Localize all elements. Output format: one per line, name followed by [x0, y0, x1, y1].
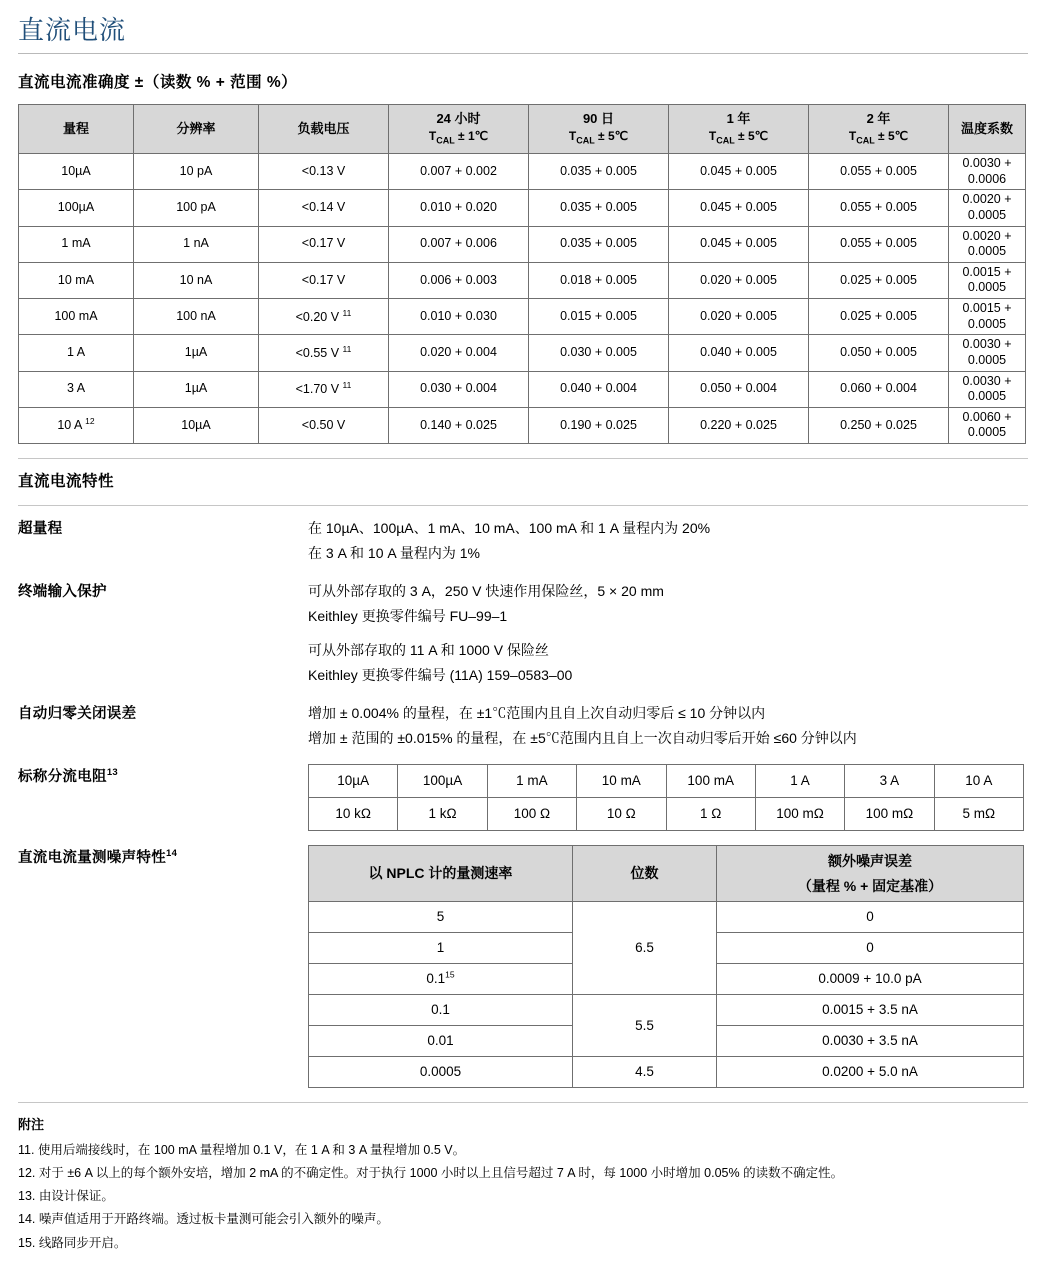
table-row [19, 299, 1026, 335]
cell-range: 3 A [19, 371, 134, 407]
cell-rate: 5 [309, 902, 573, 933]
characteristic-value [308, 845, 1028, 1088]
shunt-label-text: 标称分流电阻 [18, 769, 107, 785]
cell-range: 100 mA [19, 299, 134, 335]
cell-range: 1 mA [487, 765, 576, 798]
cell-1y: 0.020 + 0.005 [669, 262, 809, 298]
table-row [19, 154, 1026, 190]
cell-range: 10 A $^{12}$ [19, 407, 134, 443]
cell-90d: 0.190 + 0.025 [529, 407, 669, 443]
table-row [19, 407, 1026, 443]
table-row [309, 902, 1024, 933]
text-line: Keithley 更换零件编号 FU–99–1 [308, 607, 508, 624]
col-resolution: 分辨率 [134, 105, 259, 154]
cell-range: 100µA [19, 190, 134, 226]
characteristic-value [308, 764, 1028, 831]
table-row [19, 190, 1026, 226]
cell-rate: 0.1 [309, 995, 573, 1026]
table-header-row [19, 105, 1026, 154]
cell-24h: 0.007 + 0.006 [389, 226, 529, 262]
dc-current-noise-table [308, 845, 1024, 1088]
note-item: 12. 对于 ±6 A 以上的每个额外安培，增加 2 mA 的不确定性。对于执行 1000 小时以上且信号超过 7 A 时，每 1000 小时增加 0.05% 的读数不确定性。 [18, 1166, 844, 1181]
col-90day: 90 日 $T_{CAL}$ ± 5℃ [529, 105, 669, 154]
col-measurement-rate: 以 NPLC 计的量测速率 [309, 846, 573, 902]
cell-90d: 0.035 + 0.005 [529, 226, 669, 262]
characteristic-label: 超量程 [18, 521, 63, 537]
cell-range: 100µA [398, 765, 487, 798]
col-additional-noise-error [717, 846, 1024, 902]
cell-value: 10 kΩ [309, 798, 398, 831]
noise-label-footnote: 14 [166, 848, 178, 860]
cell-tempco: 0.0030 + 0.0006 [949, 154, 1026, 190]
cell-noise: 0.0030 + 3.5 nA [717, 1026, 1024, 1057]
footnotes [18, 1113, 1028, 1255]
noise-table-body [309, 902, 1024, 1088]
shunt-resistance-table [308, 764, 1024, 831]
table-header-row [309, 846, 1024, 902]
cell-burden: <0.13 V [259, 154, 389, 190]
characteristic-value [308, 701, 1028, 750]
dc-current-accuracy-table [18, 104, 1026, 444]
text-line: 增加 ± 0.004% 的量程，在 ±1℃范围内且自上次自动归零后 ≤ 10 分钟以内 [308, 705, 766, 721]
table-row [19, 335, 1026, 371]
cell-range: 10 mA [19, 262, 134, 298]
cell-resolution: 10 pA [134, 154, 259, 190]
table-row [309, 995, 1024, 1026]
cell-tempco: 0.0015 + 0.0005 [949, 299, 1026, 335]
cell-24h: 0.010 + 0.020 [389, 190, 529, 226]
cell-digits: 5.5 [573, 995, 717, 1057]
cell-range: 100 mA [666, 765, 755, 798]
cell-tempco: 0.0030 + 0.0005 [949, 371, 1026, 407]
cell-90d: 0.015 + 0.005 [529, 299, 669, 335]
cell-90d: 0.040 + 0.004 [529, 371, 669, 407]
cell-2y: 0.060 + 0.004 [809, 371, 949, 407]
cell-1y: 0.045 + 0.005 [669, 154, 809, 190]
table-row [19, 262, 1026, 298]
col-burden-voltage: 负载电压 [259, 105, 389, 154]
cell-1y: 0.020 + 0.005 [669, 299, 809, 335]
accuracy-table-body [19, 154, 1026, 444]
cell-90d: 0.018 + 0.005 [529, 262, 669, 298]
cell-noise: 0 [717, 902, 1024, 933]
characteristic-value [308, 516, 1028, 565]
title-divider [18, 53, 1028, 54]
cell-burden: <0.17 V [259, 262, 389, 298]
cell-range: 1 A [19, 335, 134, 371]
col-temp-coefficient: 温度系数 [949, 105, 1026, 154]
cell-value: 100 mΩ [755, 798, 844, 831]
cell-range: 10µA [19, 154, 134, 190]
cell-2y: 0.055 + 0.005 [809, 226, 949, 262]
col-24hour: 24 小时 $T_{CAL}$ ± 1℃ [389, 105, 529, 154]
cell-rate: 0.0005 [309, 1057, 573, 1088]
cell-resolution: 10 nA [134, 262, 259, 298]
cell-range: 1 mA [19, 226, 134, 262]
cell-noise: 0.0009 + 10.0 pA [717, 964, 1024, 995]
characteristics-divider [18, 505, 1028, 506]
cell-rate: $0.1^{15}$ [309, 964, 573, 995]
cell-24h: 0.007 + 0.002 [389, 154, 529, 190]
cell-value: 100 mΩ [845, 798, 934, 831]
note-item: 11. 使用后端接线时，在 100 mA 量程增加 0.1 V，在 1 A 和 3 A 量程增加 0.5 V。 [18, 1143, 466, 1158]
characteristic-overrange [18, 516, 1028, 565]
cell-burden: <1.70 V $^{11}$ [259, 371, 389, 407]
col-subtitle: （量程 % + 固定基准） [797, 877, 943, 894]
note-item: 14. 噪声值适用于开路终端。透过板卡量测可能会引入额外的噪声。 [18, 1212, 389, 1227]
col-range: 量程 [19, 105, 134, 154]
table-row [309, 1057, 1024, 1088]
notes-title: 附注 [18, 1117, 45, 1132]
cell-2y: 0.050 + 0.005 [809, 335, 949, 371]
cell-range: 10 mA [577, 765, 666, 798]
cell-24h: 0.140 + 0.025 [389, 407, 529, 443]
col-digits: 位数 [573, 846, 717, 902]
cell-value: 100 Ω [487, 798, 576, 831]
noise-label-text: 直流电流量测噪声特性 [18, 850, 166, 866]
note-item: 15. 线路同步开启。 [18, 1235, 127, 1250]
characteristic-value [308, 579, 1028, 687]
cell-resolution: 100 nA [134, 299, 259, 335]
cell-noise: 0.0200 + 5.0 nA [717, 1057, 1024, 1088]
cell-1y: 0.045 + 0.005 [669, 190, 809, 226]
characteristic-measurement-noise [18, 845, 1028, 1088]
cell-resolution: 1µA [134, 335, 259, 371]
cell-2y: 0.055 + 0.005 [809, 154, 949, 190]
cell-tempco: 0.0020 + 0.0005 [949, 190, 1026, 226]
cell-resolution: 100 pA [134, 190, 259, 226]
cell-2y: 0.025 + 0.005 [809, 299, 949, 335]
cell-value: 10 Ω [577, 798, 666, 831]
cell-burden: <0.55 V $^{11}$ [259, 335, 389, 371]
cell-value: 5 mΩ [934, 798, 1023, 831]
table-row [309, 798, 1024, 831]
cell-tempco: 0.0060 + 0.0005 [949, 407, 1026, 443]
cell-90d: 0.035 + 0.005 [529, 190, 669, 226]
characteristic-label: 终端输入保护 [18, 584, 107, 600]
text-line: 在 3 A 和 10 A 量程内为 1% [308, 544, 480, 561]
cell-resolution: 1µA [134, 371, 259, 407]
text-line: 增加 ± 范围的 ±0.015% 的量程，在 ±5℃范围内且自上一次自动归零后开始 ≤60 分钟以内 [308, 729, 857, 746]
note-item: 13. 由设计保证。 [18, 1189, 114, 1204]
cell-90d: 0.035 + 0.005 [529, 154, 669, 190]
col-1year: 1 年 $T_{CAL}$ ± 5℃ [669, 105, 809, 154]
cell-digits: 6.5 [573, 902, 717, 995]
cell-burden: <0.17 V [259, 226, 389, 262]
text-line: 可从外部存取的 11 A 和 1000 V 保险丝 [308, 642, 549, 658]
cell-1y: 0.045 + 0.005 [669, 226, 809, 262]
cell-resolution: 10µA [134, 407, 259, 443]
cell-1y: 0.220 + 0.025 [669, 407, 809, 443]
cell-value: 1 Ω [666, 798, 755, 831]
notes-divider [18, 1102, 1028, 1103]
cell-tempco: 0.0015 + 0.0005 [949, 262, 1026, 298]
cell-90d: 0.030 + 0.005 [529, 335, 669, 371]
characteristic-shunt-resistance [18, 764, 1028, 831]
cell-noise: 0 [717, 933, 1024, 964]
cell-2y: 0.250 + 0.025 [809, 407, 949, 443]
col-title: 额外噪声误差 [828, 853, 912, 869]
table-row [19, 226, 1026, 262]
cell-24h: 0.020 + 0.004 [389, 335, 529, 371]
cell-digits: 4.5 [573, 1057, 717, 1088]
characteristics-section-heading: 直流电流特性 [18, 473, 115, 490]
cell-burden: <0.20 V $^{11}$ [259, 299, 389, 335]
cell-rate: 0.01 [309, 1026, 573, 1057]
cell-24h: 0.010 + 0.030 [389, 299, 529, 335]
characteristic-autozero-off-error [18, 701, 1028, 750]
cell-tempco: 0.0030 + 0.0005 [949, 335, 1026, 371]
table-row [19, 371, 1026, 407]
cell-range: 10 A [934, 765, 1023, 798]
cell-24h: 0.006 + 0.003 [389, 262, 529, 298]
accuracy-section-heading: 直流电流准确度 ±（读数 % + 范围 %） [18, 74, 298, 91]
characteristic-label: 自动归零关闭误差 [18, 706, 137, 722]
characteristic-label [18, 764, 308, 786]
cell-range: 1 A [755, 765, 844, 798]
cell-value: 1 kΩ [398, 798, 487, 831]
cell-noise: 0.0015 + 3.5 nA [717, 995, 1024, 1026]
shunt-label-footnote: 13 [106, 767, 118, 779]
col-2year: 2 年 $T_{CAL}$ ± 5℃ [809, 105, 949, 154]
text-line: Keithley 更换零件编号 (11A) 159–0583–00 [308, 666, 573, 683]
cell-burden: <0.14 V [259, 190, 389, 226]
cell-burden: <0.50 V [259, 407, 389, 443]
characteristic-label [18, 845, 308, 867]
cell-1y: 0.050 + 0.004 [669, 371, 809, 407]
text-line: 在 10µA、100µA、1 mA、10 mA、100 mA 和 1 A 量程内为 20% [308, 520, 711, 536]
cell-range: 3 A [845, 765, 934, 798]
cell-rate: 1 [309, 933, 573, 964]
cell-tempco: 0.0020 + 0.0005 [949, 226, 1026, 262]
table-row [309, 765, 1024, 798]
characteristic-input-protection [18, 579, 1028, 687]
cell-range: 10µA [309, 765, 398, 798]
cell-24h: 0.030 + 0.004 [389, 371, 529, 407]
cell-1y: 0.040 + 0.005 [669, 335, 809, 371]
cell-resolution: 1 nA [134, 226, 259, 262]
cell-2y: 0.055 + 0.005 [809, 190, 949, 226]
cell-2y: 0.025 + 0.005 [809, 262, 949, 298]
text-line: 可从外部存取的 3 A，250 V 快速作用保险丝，5 × 20 mm [308, 583, 664, 599]
section-divider [18, 458, 1028, 459]
page-title: 直流电流 [18, 15, 127, 45]
